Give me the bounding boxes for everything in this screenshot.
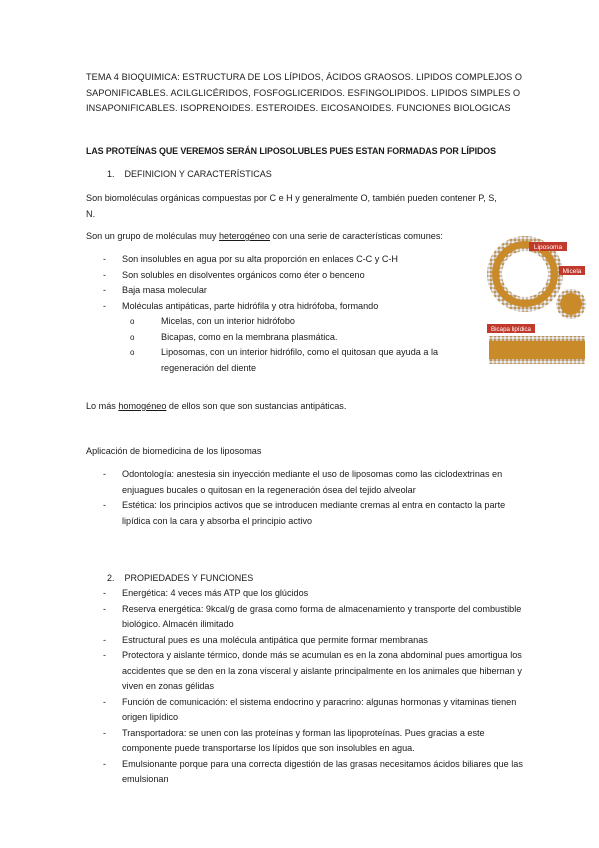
- list-item: - Transportadora: se unen con las proteínas y forman las lipoproteínas. Pues gracias a este componente puede transportarse los lípidos que son insolubles en agua.: [103, 726, 523, 757]
- section-1-number: 1.: [107, 169, 115, 179]
- bilayer-drawing: [487, 324, 585, 364]
- bilayer-label: Bicapa lipídica: [491, 326, 531, 333]
- sublist-item: o Liposomas, con un interior hidrófilo, como el quitosan que ayuda a la regeneración del diente: [130, 345, 491, 376]
- list-item: - Emulsionante porque para una correcta digestión de las grasas necesitamos ácidos biliares que las emulsionan: [103, 757, 523, 788]
- section-1-label: DEFINICION Y CARACTERÍSTICAS: [124, 169, 272, 179]
- functions-list: [103, 586, 523, 788]
- liposome-label: Liposoma: [533, 244, 563, 251]
- paragraph-definition: Son biomoléculas orgánicas compuestas por C e H y generalmente O, también pueden contener P, S, N.: [86, 193, 497, 219]
- section-2-label: PROPIEDADES Y FUNCIONES: [124, 573, 254, 583]
- paragraph-text: de ellos son que son sustancias antipáticas.: [166, 401, 347, 411]
- structures-sublist: [120, 314, 483, 376]
- paragraph-text: Lo más: [86, 401, 119, 411]
- list-item: - Protectora y aislante térmico, donde más se acumulan es en la zona abdominal pues amortigua los accidentes que se den en la zona visceral y aislante principalmente en los animales que hibernan y viven en zonas gélidas: [103, 648, 523, 695]
- underlined-word: homogéneo: [118, 401, 167, 411]
- section-2-heading: [107, 573, 253, 583]
- section-1-heading: [107, 169, 272, 179]
- paragraph-heterogeneous: [86, 229, 506, 245]
- characteristics-list: [103, 252, 483, 376]
- document-title: TEMA 4 BIOQUIMICA: ESTRUCTURA DE LOS LÍPIDOS, ÁCIDOS GRAOSOS. LIPIDOS COMPLEJOS O SAPONIFICABLES. ACILGLICÉRIDOS, FOSFOGLICERIDOS. ESFINGOLIPIDOS. LIPIDOS SIMPLES O INSAPONIFICABLES. ISOPRENOIDES. ESTEROIDES. EICOSANOIDES. FUNCIONES BIOLOGICAS: [86, 72, 523, 113]
- micelle-drawing: [556, 266, 586, 319]
- list-item: - Baja masa molecular: [103, 283, 483, 299]
- list-item: - Son solubles en disolventes orgánicos como éter o benceno: [103, 268, 483, 284]
- liposome-drawing: [487, 236, 567, 312]
- list-item: - Odontología: anestesia sin inyección mediante el uso de liposomas como las ciclodextrinas en enjuagues bucales o quitosan en la regeneración ósea del tejido alveolar: [103, 467, 523, 498]
- list-item: - Reserva energética: 9kcal/g de grasa como forma de almacenamiento y transporte del combustible biológico. Almacén ilimitado: [103, 602, 523, 633]
- micelle-label: Micela: [562, 268, 582, 275]
- bold-heading: LAS PROTEÍNAS QUE VEREMOS SERÁN LIPOSOLUBLES PUES ESTAN FORMADAS POR LÍPIDOS: [86, 146, 496, 156]
- list-item: - Energética: 4 veces más ATP que los glúcidos: [103, 586, 523, 602]
- list-item: - Estética: los principios activos que se introducen mediante cremas al entra en contacto la parte lipídica con la cara y absorba el principio activo: [103, 498, 523, 529]
- list-item: - Son insolubles en agua por su alta proporción en enlaces C-C y C-H: [103, 252, 483, 268]
- list-item: - Estructural pues es una molécula antipática que permite formar membranas: [103, 633, 523, 649]
- sublist-item: o Bicapas, como en la membrana plasmática.: [130, 330, 491, 346]
- list-item: - Función de comunicación: el sistema endocrino y paracrino: algunas hormonas y vitaminas tienen origen lipídico: [103, 695, 523, 726]
- section-2-number: 2.: [107, 573, 115, 583]
- underlined-word: heterogéneo: [218, 231, 271, 241]
- applications-list: [103, 467, 523, 529]
- sublist-item: o Micelas, con un interior hidrófobo: [130, 314, 491, 330]
- lipid-structures-figure: [487, 232, 587, 368]
- paragraph-text: con una serie de características comunes:: [270, 231, 443, 241]
- paragraph-biomedicine: Aplicación de biomedicina de los liposomas: [86, 446, 262, 456]
- paragraph-homogeneous: [86, 399, 506, 415]
- list-item-text: Moléculas antipáticas, parte hidrófila y otra hidrófoba, formando: [122, 300, 379, 311]
- list-item: [103, 299, 483, 377]
- paragraph-text: Son un grupo de moléculas muy: [86, 231, 219, 241]
